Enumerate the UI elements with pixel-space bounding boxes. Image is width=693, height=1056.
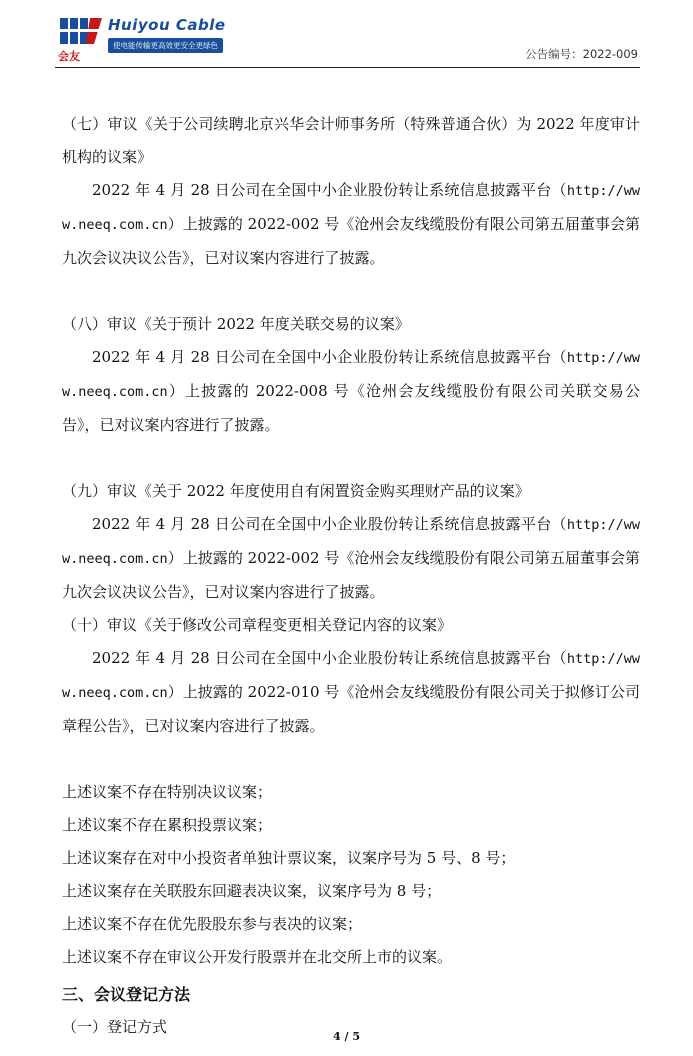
statement-line: 上述议案不存在审议公开发行股票并在北交所上市的议案。	[62, 948, 453, 966]
statement-line: 上述议案不存在优先股股东参与表决的议案；	[62, 915, 363, 933]
header-divider	[55, 67, 640, 68]
logo-brand-text: Huiyou Cable	[108, 16, 226, 34]
item-title: （十）审议《关于修改公司章程变更相关登记内容的议案》	[62, 616, 453, 634]
item-body-text: ）上披露的 2022-008 号《沧州会友线缆股份有限公司关联交易公告》，已对议案内容进行了披露。	[62, 382, 640, 434]
page-header	[0, 0, 693, 72]
page-number: 4 / 5	[333, 1030, 360, 1043]
disclosure-url: http://www.neeq.com.cn	[62, 350, 640, 400]
statement-line: 上述议案存在对中小投资者单独计票议案，议案序号为 5 号、8 号；	[62, 849, 516, 867]
item-body-text: 2022 年 4 月 28 日公司在全国中小企业股份转让系统信息披露平台（	[92, 515, 567, 533]
item-body-text: ）上披露的 2022-002 号《沧州会友线缆股份有限公司第五届董事会第九次会议决议公告》，已对议案内容进行了披露。	[62, 215, 640, 267]
item-body	[62, 174, 640, 275]
company-logo	[58, 14, 226, 63]
item-body-text: 2022 年 4 月 28 日公司在全国中小企业股份转让系统信息披露平台（	[92, 181, 567, 199]
document-body	[62, 108, 640, 1044]
statement-line: 上述议案存在关联股东回避表决议案，议案序号为 8 号；	[62, 882, 442, 900]
item-title: （八）审议《关于预计 2022 年度关联交易的议案》	[62, 315, 410, 333]
statement-line: 上述议案不存在特别决议议案；	[62, 783, 273, 801]
announcement-number: 公告编号：2022-009	[525, 47, 638, 61]
statement-line: 上述议案不存在累积投票议案；	[62, 816, 273, 834]
item-body	[62, 508, 640, 609]
item-body	[62, 642, 640, 743]
item-body	[62, 341, 640, 442]
item-title: （七）审议《关于公司续聘北京兴华会计师事务所（特殊普通合伙）为 2022 年度审计机构的议案》	[62, 115, 640, 166]
logo-slogan: 使电能传输更高效更安全更绿色	[108, 38, 223, 53]
logo-chinese-text: 会友	[58, 50, 80, 63]
section-heading: 三、会议登记方法	[62, 985, 191, 1004]
item-body-text: ）上披露的 2022-010 号《沧州会友线缆股份有限公司关于拟修订公司章程公告》，已对议案内容进行了披露。	[62, 683, 640, 735]
item-title: （九）审议《关于 2022 年度使用自有闲置资金购买理财产品的议案》	[62, 482, 530, 500]
disclosure-url: http://www.neeq.com.cn	[62, 183, 640, 233]
disclosure-url: http://www.neeq.com.cn	[62, 517, 640, 567]
disclosure-url: http://www.neeq.com.cn	[62, 651, 640, 701]
item-body-text: 2022 年 4 月 28 日公司在全国中小企业股份转让系统信息披露平台（	[92, 348, 567, 366]
item-body-text: 2022 年 4 月 28 日公司在全国中小企业股份转让系统信息披露平台（	[92, 649, 567, 667]
item-body-text: ）上披露的 2022-002 号《沧州会友线缆股份有限公司第五届董事会第九次会议决议公告》，已对议案内容进行了披露。	[62, 549, 640, 601]
subsection-title: （一）登记方式	[62, 1018, 168, 1036]
